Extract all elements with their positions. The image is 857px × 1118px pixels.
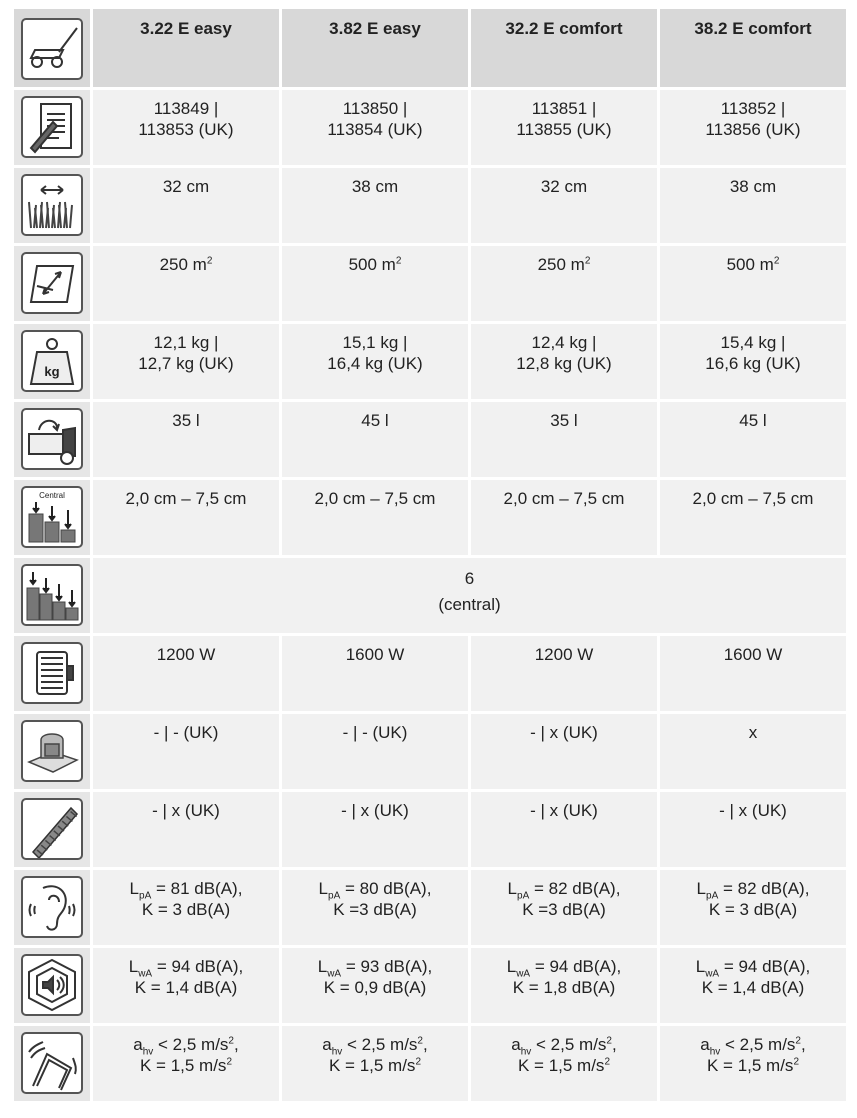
spec-table: [11, 6, 849, 1104]
value-cell: [471, 1026, 657, 1101]
value-text: = 81 dB(A),: [151, 879, 243, 898]
cell-line: - | - (UK): [153, 723, 219, 742]
superscript: 2: [395, 255, 402, 267]
icon-cell: [14, 714, 90, 789]
value-text: L: [128, 957, 139, 976]
cell-line: [286, 1034, 464, 1058]
mulch-plug-icon: [21, 720, 83, 782]
cell-line: K = 0,9 dB(A): [323, 978, 427, 997]
subscript: hv: [709, 1046, 721, 1058]
value-text: L: [696, 879, 707, 898]
value-text: ,: [800, 1035, 806, 1054]
value-cell: [282, 870, 468, 945]
value-cell: [93, 1026, 279, 1101]
value-text: < 2,5 m/s: [720, 1035, 796, 1054]
cell-line: [664, 254, 842, 275]
cell-line: 1200 W: [534, 645, 594, 664]
value-text: = 82 dB(A),: [718, 879, 810, 898]
cell-line: - | x (UK): [719, 801, 787, 820]
value-text: = 94 dB(A),: [719, 957, 811, 976]
cell-line: 1600 W: [723, 645, 783, 664]
cell-line: 113852 |: [720, 99, 786, 118]
cell-line: 32 cm: [540, 177, 588, 196]
spec-row-grass-box-volume: [14, 402, 846, 477]
value-cell: [660, 714, 846, 789]
cell-line: K =3 dB(A): [522, 900, 606, 919]
value-cell: [282, 1026, 468, 1101]
cell-line: K = 3 dB(A): [141, 900, 231, 919]
value-cell: [471, 402, 657, 477]
value-text: K = 1,5 m/s: [706, 1056, 794, 1075]
spec-row-cutting-width: [14, 168, 846, 243]
icon-cell: [14, 90, 90, 165]
value-cell: [471, 636, 657, 711]
cell-line: [97, 1034, 275, 1058]
svg-text:Central: Central: [39, 491, 65, 500]
svg-text:kg: kg: [44, 364, 60, 379]
cutting-width-icon: [21, 174, 83, 236]
cell-line: [97, 1055, 275, 1076]
icon-cell: [14, 402, 90, 477]
value-cell: [93, 636, 279, 711]
subscript: pA: [328, 890, 341, 902]
value-cell: [93, 90, 279, 165]
header-icon-cell: [14, 9, 90, 87]
document-pencil-icon: [21, 96, 83, 158]
value-cell: [471, 948, 657, 1023]
model-header: 3.22 E easy: [93, 9, 279, 87]
value-cell: [471, 246, 657, 321]
superscript: 2: [584, 255, 591, 267]
cell-line: 6: [464, 569, 475, 588]
height-settings-icon: [21, 564, 83, 626]
cell-line: K =3 dB(A): [333, 900, 417, 919]
cell-line: 1200 W: [156, 645, 216, 664]
icon-cell: [14, 324, 90, 399]
cell-line: [97, 254, 275, 275]
icon-cell: [14, 246, 90, 321]
value-cell: [282, 636, 468, 711]
value-text: = 94 dB(A),: [152, 957, 244, 976]
value-text: < 2,5 m/s: [531, 1035, 607, 1054]
value-cell: [282, 714, 468, 789]
value-cell: [660, 636, 846, 711]
cell-line: 12,4 kg |: [531, 333, 597, 352]
value-text: a: [133, 1035, 143, 1054]
value-cell: [471, 792, 657, 867]
value-cell: [471, 324, 657, 399]
icon-cell: [14, 168, 90, 243]
cell-line: [286, 956, 464, 980]
cell-line: - | x (UK): [530, 801, 598, 820]
value-cell: [471, 90, 657, 165]
value-text: a: [322, 1035, 332, 1054]
cell-line: 12,7 kg (UK): [138, 354, 234, 373]
value-cell: [93, 792, 279, 867]
value-text: = 82 dB(A),: [529, 879, 621, 898]
superscript: 2: [417, 1035, 423, 1047]
icon-cell: [14, 870, 90, 945]
cell-line: [664, 1034, 842, 1058]
spec-row-height-settings: [14, 558, 846, 633]
value-text: = 93 dB(A),: [341, 957, 433, 976]
cell-line: 35 l: [172, 411, 200, 430]
cell-line: 35 l: [550, 411, 578, 430]
cell-line: 38 cm: [351, 177, 399, 196]
spec-row-sound-pressure: [14, 870, 846, 945]
value-cell: [93, 480, 279, 555]
cell-line: 2,0 cm – 7,5 cm: [125, 489, 247, 508]
header-row: [14, 9, 846, 87]
weight-kg-icon: [21, 330, 83, 392]
icon-cell: [14, 792, 90, 867]
cell-line: [286, 254, 464, 275]
cell-line: 113856 (UK): [705, 120, 801, 139]
cell-line: [475, 878, 653, 902]
spec-row-rear-roller: [14, 792, 846, 867]
subscript: pA: [139, 890, 152, 902]
spec-row-sound-power: [14, 948, 846, 1023]
subscript: wA: [705, 968, 720, 980]
value-cell: [93, 168, 279, 243]
spec-row-cutting-height: [14, 480, 846, 555]
value-cell: [660, 324, 846, 399]
value-text: K = 1,5 m/s: [139, 1056, 227, 1075]
sound-power-icon: [21, 954, 83, 1016]
spec-row-part-number: [14, 90, 846, 165]
cell-line: - | - (UK): [342, 723, 408, 742]
roller-icon: [21, 798, 83, 860]
superscript: 2: [795, 1035, 801, 1047]
cell-line: 16,4 kg (UK): [327, 354, 423, 373]
model-header: 38.2 E comfort: [660, 9, 846, 87]
model-header: 32.2 E comfort: [471, 9, 657, 87]
superscript: 2: [415, 1056, 421, 1068]
value-text: 250 m: [159, 255, 207, 274]
subscript: wA: [327, 968, 342, 980]
value-cell: [660, 870, 846, 945]
cell-line: [475, 1055, 653, 1076]
cell-line: K = 3 dB(A): [708, 900, 798, 919]
value-cell: [282, 402, 468, 477]
cell-line: 32 cm: [162, 177, 210, 196]
spec-row-vibration: [14, 1026, 846, 1101]
cell-line: [286, 1055, 464, 1076]
cell-line: [664, 1055, 842, 1076]
cell-line: 16,6 kg (UK): [705, 354, 801, 373]
value-cell: [93, 402, 279, 477]
cell-line: 113854 (UK): [327, 120, 423, 139]
value-cell: [660, 402, 846, 477]
cell-line: 113853 (UK): [138, 120, 234, 139]
subscript: wA: [138, 968, 153, 980]
ear-noise-icon: [21, 876, 83, 938]
cell-line: [475, 254, 653, 275]
cell-line: 45 l: [739, 411, 767, 430]
cell-line: - | x (UK): [152, 801, 220, 820]
cell-line: 2,0 cm – 7,5 cm: [692, 489, 814, 508]
subscript: pA: [517, 890, 530, 902]
spec-row-motor-power: [14, 636, 846, 711]
cell-line: K = 1,4 dB(A): [701, 978, 805, 997]
cell-line: 2,0 cm – 7,5 cm: [314, 489, 436, 508]
value-text: = 94 dB(A),: [530, 957, 622, 976]
value-text: K = 1,5 m/s: [328, 1056, 416, 1075]
cell-line: 113850 |: [342, 99, 408, 118]
cell-line: [475, 956, 653, 980]
value-cell: [660, 480, 846, 555]
cell-line: 113849 |: [153, 99, 219, 118]
value-cell: [660, 948, 846, 1023]
model-header: 3.82 E easy: [282, 9, 468, 87]
spec-row-weight: [14, 324, 846, 399]
cell-line: [475, 1034, 653, 1058]
superscript: 2: [773, 255, 780, 267]
cell-line: 38 cm: [729, 177, 777, 196]
hand-vibration-icon: [21, 1032, 83, 1094]
cell-line: (central): [438, 595, 501, 614]
value-text: L: [506, 957, 517, 976]
value-cell: [660, 1026, 846, 1101]
lawnmower-icon: [21, 18, 83, 80]
value-cell: [282, 90, 468, 165]
subscript: hv: [520, 1046, 532, 1058]
value-cell: [282, 168, 468, 243]
value-text: ,: [233, 1035, 239, 1054]
icon-cell: [14, 636, 90, 711]
icon-cell: [14, 1026, 90, 1101]
motor-icon: [21, 642, 83, 704]
cell-line: x: [748, 723, 758, 742]
cell-line: [664, 956, 842, 980]
cell-line: 12,1 kg |: [153, 333, 219, 352]
superscript: 2: [206, 255, 213, 267]
cell-line: [97, 878, 275, 902]
merged-value-cell: [93, 558, 846, 633]
cell-line: 2,0 cm – 7,5 cm: [503, 489, 625, 508]
cell-line: - | x (UK): [530, 723, 598, 742]
value-cell: [660, 90, 846, 165]
value-text: = 80 dB(A),: [340, 879, 432, 898]
superscript: 2: [228, 1035, 234, 1047]
value-cell: [282, 246, 468, 321]
value-cell: [282, 948, 468, 1023]
cell-line: K = 1,4 dB(A): [134, 978, 238, 997]
superscript: 2: [604, 1056, 610, 1068]
value-text: K = 1,5 m/s: [517, 1056, 605, 1075]
value-cell: [660, 246, 846, 321]
value-text: L: [695, 957, 706, 976]
cell-line: 113855 (UK): [516, 120, 612, 139]
value-cell: [282, 324, 468, 399]
lawn-area-icon: [21, 252, 83, 314]
cell-line: 113851 |: [531, 99, 597, 118]
cell-line: 45 l: [361, 411, 389, 430]
grass-box-icon: [21, 408, 83, 470]
cell-line: [97, 956, 275, 980]
cell-line: [286, 878, 464, 902]
subscript: wA: [516, 968, 531, 980]
icon-cell: [14, 558, 90, 633]
value-text: a: [700, 1035, 710, 1054]
value-cell: [471, 480, 657, 555]
value-cell: [282, 792, 468, 867]
cell-line: [664, 878, 842, 902]
value-cell: [660, 168, 846, 243]
value-cell: [471, 168, 657, 243]
value-text: L: [507, 879, 518, 898]
value-text: ,: [611, 1035, 617, 1054]
value-cell: [471, 870, 657, 945]
value-text: L: [129, 879, 140, 898]
value-text: ,: [422, 1035, 428, 1054]
value-text: 250 m: [537, 255, 585, 274]
value-text: L: [317, 957, 328, 976]
subscript: hv: [142, 1046, 154, 1058]
cell-line: 12,8 kg (UK): [516, 354, 612, 373]
value-cell: [282, 480, 468, 555]
cell-line: 15,4 kg |: [720, 333, 786, 352]
value-text: 500 m: [726, 255, 774, 274]
superscript: 2: [606, 1035, 612, 1047]
superscript: 2: [226, 1056, 232, 1068]
value-cell: [93, 870, 279, 945]
value-text: < 2,5 m/s: [342, 1035, 418, 1054]
value-cell: [93, 324, 279, 399]
value-cell: [93, 714, 279, 789]
cell-line: - | x (UK): [341, 801, 409, 820]
spec-row-area: [14, 246, 846, 321]
cutting-height-icon: [21, 486, 83, 548]
icon-cell: [14, 948, 90, 1023]
value-cell: [660, 792, 846, 867]
subscript: pA: [706, 890, 719, 902]
value-text: < 2,5 m/s: [153, 1035, 229, 1054]
value-cell: [93, 246, 279, 321]
cell-line: 15,1 kg |: [342, 333, 408, 352]
value-text: L: [318, 879, 329, 898]
cell-line: 1600 W: [345, 645, 405, 664]
value-cell: [93, 948, 279, 1023]
value-text: 500 m: [348, 255, 396, 274]
cell-line: K = 1,8 dB(A): [512, 978, 616, 997]
superscript: 2: [793, 1056, 799, 1068]
value-text: a: [511, 1035, 521, 1054]
subscript: hv: [331, 1046, 343, 1058]
spec-row-mulch: [14, 714, 846, 789]
value-cell: [471, 714, 657, 789]
icon-cell: [14, 480, 90, 555]
